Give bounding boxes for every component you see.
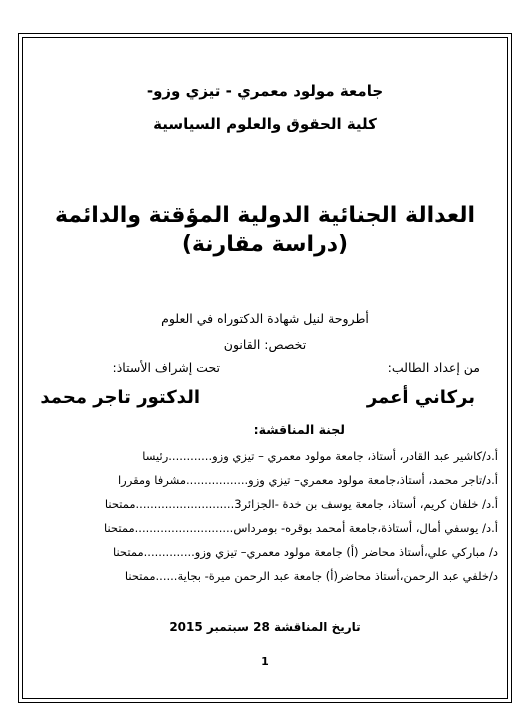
page-number: 1 xyxy=(261,655,269,668)
jury-member: أ.د/ خلفان كريم، أستاذ، جامعة يوسف بن خدة -الجزائر3...........................ممتحنا xyxy=(104,497,498,511)
defense-date: تاريخ المناقشة 28 سبتمبر 2015 xyxy=(169,620,361,634)
specialization: تخصص: القانون xyxy=(223,337,307,352)
student-name: بركاني أعمر xyxy=(366,387,475,408)
jury-member: د/ مباركي علي،أستاذ محاضر (أ) جامعة مولود معمري– تيزي وزو..............ممتحنا xyxy=(112,545,498,559)
university-name: جامعة مولود معمري - تيزي وزو- xyxy=(146,82,384,100)
jury-member: د/خلفي عبد الرحمن،أستاذ محاضر(أ) جامعة عبد الرحمن ميرة- بجاية......ممتحنا xyxy=(124,569,498,583)
thesis-subtitle: (دراسة مقارنة) xyxy=(181,232,349,257)
jury-member: أ.د/ يوسفي أمال، أستاذة،جامعة أمحمد بوقره- بومرداس...........................ممتحنا xyxy=(103,521,498,535)
faculty-name: كلية الحقوق والعلوم السياسية xyxy=(153,115,377,133)
prepared-by-label: من إعداد الطالب: xyxy=(387,360,480,375)
jury-member: أ.د/كاشير عبد القادر، أستاذ، جامعة مولود معمري – تيزي وزو............رئيسا xyxy=(142,449,498,463)
jury-member: أ.د/تاجر محمد، أستاذ،جامعة مولود معمري– تيزي وزو.................مشرفا ومقررا xyxy=(117,473,498,487)
supervisor-name: الدكتور تاجر محمد xyxy=(40,387,200,408)
thesis-type: أطروحة لنيل شهادة الدكتوراه في العلوم xyxy=(161,311,369,326)
thesis-title: العدالة الجنائية الدولية المؤقتة والدائمة xyxy=(54,203,476,228)
supervisor-label: تحت إشراف الأستاذ: xyxy=(112,360,220,375)
committee-title: لجنة المناقشة: xyxy=(253,422,345,437)
